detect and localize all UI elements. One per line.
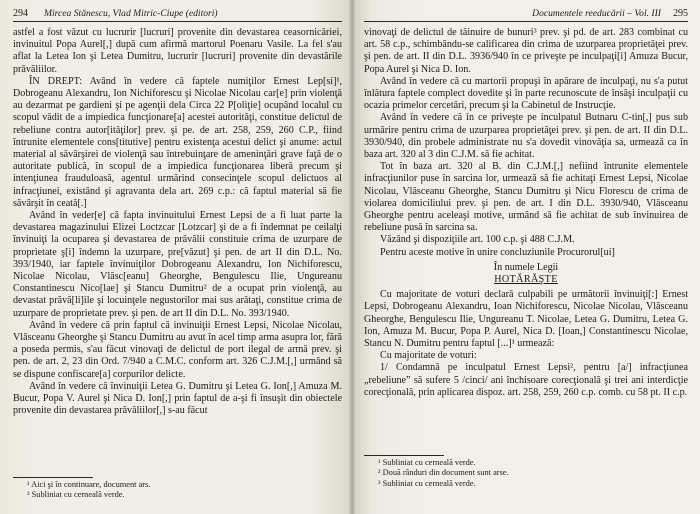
paragraph: vinovaţi de delictul de tăinuire de bunuri³ prev. şi pd. de art. 283 combinat cu art. 58 c.p., schimbându-se calificarea din crima de uzurparea proprietăţei prev. şi pen. de art. II din D.L. 3936/940 în ce priveşte pe inculpaţi[i] Amuza Bucur, Popa Aurel şi Nica D. Ion. <box>364 27 688 75</box>
left-running-head <box>13 8 342 22</box>
paragraph: Având în veder[e] că fapta invinuitului Ernest Lepsi de a fi luat parte la devastarea magazinului Elizei Loctzcar [Lotzcar] şi de a fi îndemnat pe ceilalţi învinuiţi la ocuparea şi devastarea de prăvălii constituie crima de uzurpare de proprietate ş[i] îndemn la uzurpare, pre[văzut] şi pen. de art II din D.L. No. 393/1940, iar faptele învinuiţilor Dobrogeanu Alexandru, Ion Nichiforescu, Nicolae Nicolau, Vlăsc[eanu] Gheorghe, Bengulescu Ilie, Ungureanu Constantinescu Nico[lae] şi Stancu Dumitru² de a ocupat prin violenţă, au devastat prăvă[li]ile şi locuinţele negustorilor mai sus arătaţi, constitue crima de uzurpare de proprietate prev. şi pen. de art II din D.L. No. 393/1940. <box>13 210 342 319</box>
paragraph: Având în vedere că prin faptul că invinuiţii Ernest Lepsi, Nicolae Nicolau, Vlăsceanu Gheorghe şi Stancu Dumitru au avut în acel timp arma asupra lor, fără a poseda permis, s'au făcut vinovaţi de delictul de port ilegal de armă prev. şi pen. de art. 2, 23 din Ord. 7/940 a C.M.C. conform art. 326 C.J.M.[,] urmând să se dispune confiscare[a] corpurilor delicte. <box>13 319 342 380</box>
right-page <box>352 0 700 514</box>
paragraph: Având în vedere că cu martorii propuşi în apărare de inculpaţi, nu s'a putut înlătura faptele complect dovedite şi în parte recunoscute de însăşi inculpaţii cu ocazia primelor cercetări, precum şi la Cabinetul de Instrucţie. <box>364 75 688 112</box>
paragraph: Cu majoritate de voturi: <box>380 350 477 362</box>
paragraph: Tot în baza art. 320 al B. din C.J.M.[,] nefiind întrunite elementele infracţiunilor puse în sarcina lor, urmează să fie achitaţi Ernest Lepsi, Nicolae Nicolau, Vlăsceanu Gheorghe, Stancu Dumitru şi Nicu Florescu de crima de violarea domiciliului prev. şi pen. de art. I din D.L. 3930/940, Vlăsceanu Gheorghe pentru aceleaşi motive, urmând să fie achitat de sub învinuirea de rebeliune pusă în sarcina sa. <box>364 161 688 234</box>
section-heading: În numele Legii <box>493 261 559 273</box>
footnote-divider <box>13 477 93 478</box>
left-running-title: Mircea Stănescu, Vlad Mitric-Ciupe (editori) <box>44 8 218 19</box>
paragraph: astfel a fost văzut cu lucrurir [lucruri] provenite din devastarea ceasornicăriei, invinuitul Popa Aurel[,] după cum afirmă martorul Poenaru Vasile. La fel s'au aflat la Letea Ion şi Letea Dumitru, lucrurir [lucruri] provenite din devastările prăvăliilor. <box>13 27 342 75</box>
paragraph: ÎN DREPT: Având în vedere că faptele numiţilor Ernest Lep[si]¹, Dobrogeanu Alexandru, Ion Nichiforescu şi Nicolae Nicolau car[e] prin violenţă au dezarmat pe gardieni şi pe agenţii dela Circa 22 P[oliţie] ocupând localul cu scopul vădit de a impiedica funcţionare[a] acestei autorităţi, constitue delictul de rebeliune contra autor[ităţilor] prev. şi pe. de art. 258, 259, 260 C.P., fiind întrunite elementele cons[titutive] pentru existenţa acestui delict şi anume: actul material al săvârşirei de violenţă sau întrebuinţare de ameninţări grave faţă de o autoritate publică, în scopul de a impiedica funcţionarea liberă precum şi intenţiunea frauduloasă, agentul urmărind consecinţele scopul delictuos al infracţiunei, existând şi agravanta dela art. 269 c.p.: că faptul material să fie săvârşit în ceată[.] <box>13 75 342 209</box>
footnote: ² Două rânduri din document sunt arse. <box>378 468 509 478</box>
book-gutter <box>349 0 355 514</box>
footnote: ³ Subliniat cu cerneală verde. <box>378 478 476 488</box>
paragraph: Având în vedere că învinuiţii Letea G. Dumitru şi Letea G. Ion[,] Amuza M. Bucur, Popa V. Aurel şi Nica D. Ion[,] prin faptul de a-şi fi însuşit din obiectele provenite din devastarea prăvăliilor[,] s-au făcut <box>13 380 342 417</box>
right-running-head <box>364 8 688 22</box>
paragraph: Văzând şi dispoziţiile art. 100 c.p. şi 488 C.J.M. <box>380 234 575 246</box>
paragraph: 1/ Condamnă pe inculpatul Ernest Lepsi², pentru [a/] infracţiunea „rebeliune” să sufere 5 /cinci/ ani închisoare corecţională şi trei ani interdicţie corecţională, prin aplicarea dispoz. art. 258, 259, 260 c.p. comb. cu 58 pt. II c.p. <box>364 362 688 398</box>
footnote-divider <box>364 455 444 456</box>
left-body-text <box>13 27 342 418</box>
footnote: ¹ Aici şi în continuare, document ars. <box>27 480 151 489</box>
left-footnotes <box>13 477 342 501</box>
right-page-number: 295 <box>673 8 688 19</box>
paragraph: Pentru aceste motive în unire concluziunile Procurorul[ui] <box>380 246 615 258</box>
verdict-heading: HOTĂRĂŞTE <box>494 274 558 286</box>
footnote: ² Subliniat cu cerneală verde. <box>27 490 125 500</box>
paragraph: Având în vedere că în ce priveşte pe inculpatul Butnaru C-tin[,] pus sub urmărire pentru crima de uzurparea proprietăţei prev. şi pen. de art. II din D.L. 3930/940, din probele administrate nu s'a dovedit vinovăţia sa, urmează ca în baza art. 320 al 3 din C.J.M. să fie achitat. <box>364 112 688 161</box>
left-page-number: 294 <box>13 8 28 19</box>
paragraph: Cu majoritate de voturi declară culpabili pe următorii învinuiţi[:] Ernest Lepsi, Dobrogeanu Alexandru, Ioan Nichiforescu, Nicolae Nicolau, Vlăsceanu Gheorghe, Bengulescu Ilie, Ungureanu T. Nicolae, Letea G. Dumitru, Letea G. Ion, Amuza M. Bucur, Popa P. Aurel, Nica D. [Ioan,] Constantinescu Nicolae, Stancu N. Dumitru pentru faptul [...]¹ urmează: <box>364 289 688 350</box>
footnote: ¹ Subliniat cu cerneală verde. <box>378 458 476 467</box>
right-body-text <box>364 27 688 399</box>
right-running-title: Documentele reeducării – Vol. III <box>532 8 661 19</box>
right-footnotes <box>364 455 690 489</box>
